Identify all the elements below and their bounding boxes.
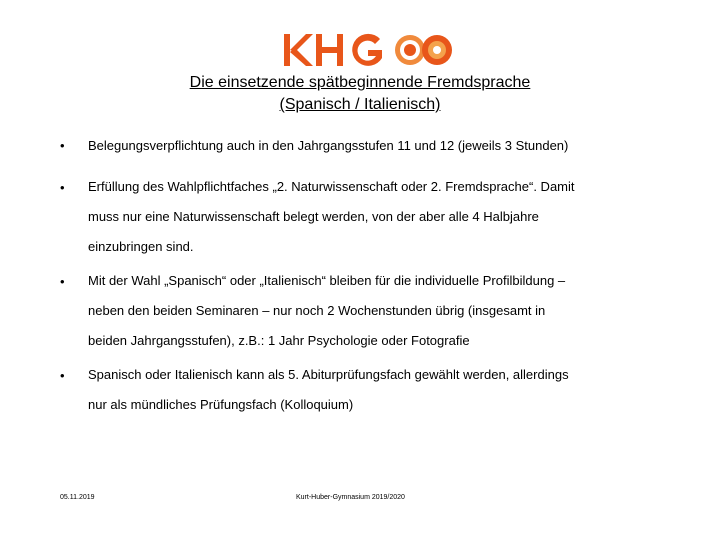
school-logo: [282, 30, 458, 70]
bullet-line: Belegungsverpflichtung auch in den Jahrgangsstufen 11 und 12 (jeweils 3 Stunden): [88, 138, 569, 153]
footer-school: Kurt-Huber-Gymnasium 2019/2020: [296, 494, 405, 501]
bullet-item-1: [88, 131, 688, 161]
bullet-marker: •: [60, 274, 65, 289]
bullet-line: Spanisch oder Italienisch kann als 5. Abiturprüfungsfach gewählt werden, allerdings: [88, 367, 569, 382]
title-line-2: (Spanisch / Italienisch): [279, 96, 441, 113]
bullet-line: muss nur eine Naturwissenschaft belegt werden, von der aber alle 4 Halbjahre: [88, 209, 539, 224]
bullet-item-3: [88, 266, 688, 356]
bullet-item-2: [88, 172, 688, 262]
bullet-marker: •: [60, 138, 65, 153]
bullet-line: neben den beiden Seminaren – nur noch 2 Wochenstunden übrig (insgesamt in: [88, 303, 546, 318]
bullet-marker: •: [60, 180, 65, 195]
bullet-marker: •: [60, 368, 65, 383]
bullet-line: Erfüllung des Wahlpflichtfaches „2. Naturwissenschaft oder 2. Fremdsprache“. Damit: [88, 179, 575, 194]
slide-title: [100, 72, 620, 116]
bullet-line: beiden Jahrgangsstufen), z.B.: 1 Jahr Psychologie oder Fotografie: [88, 333, 470, 348]
title-line-1: Die einsetzende spätbeginnende Fremdsprache: [189, 74, 531, 91]
bullet-line: nur als mündliches Prüfungsfach (Kolloquium): [88, 397, 354, 412]
bullet-item-4: [88, 360, 688, 420]
bullet-line: Mit der Wahl „Spanisch“ oder „Italienisch“ bleiben für die individuelle Profilbildung –: [88, 273, 566, 288]
footer-date: 05.11.2019: [60, 494, 95, 501]
bullet-line: einzubringen sind.: [88, 239, 194, 254]
